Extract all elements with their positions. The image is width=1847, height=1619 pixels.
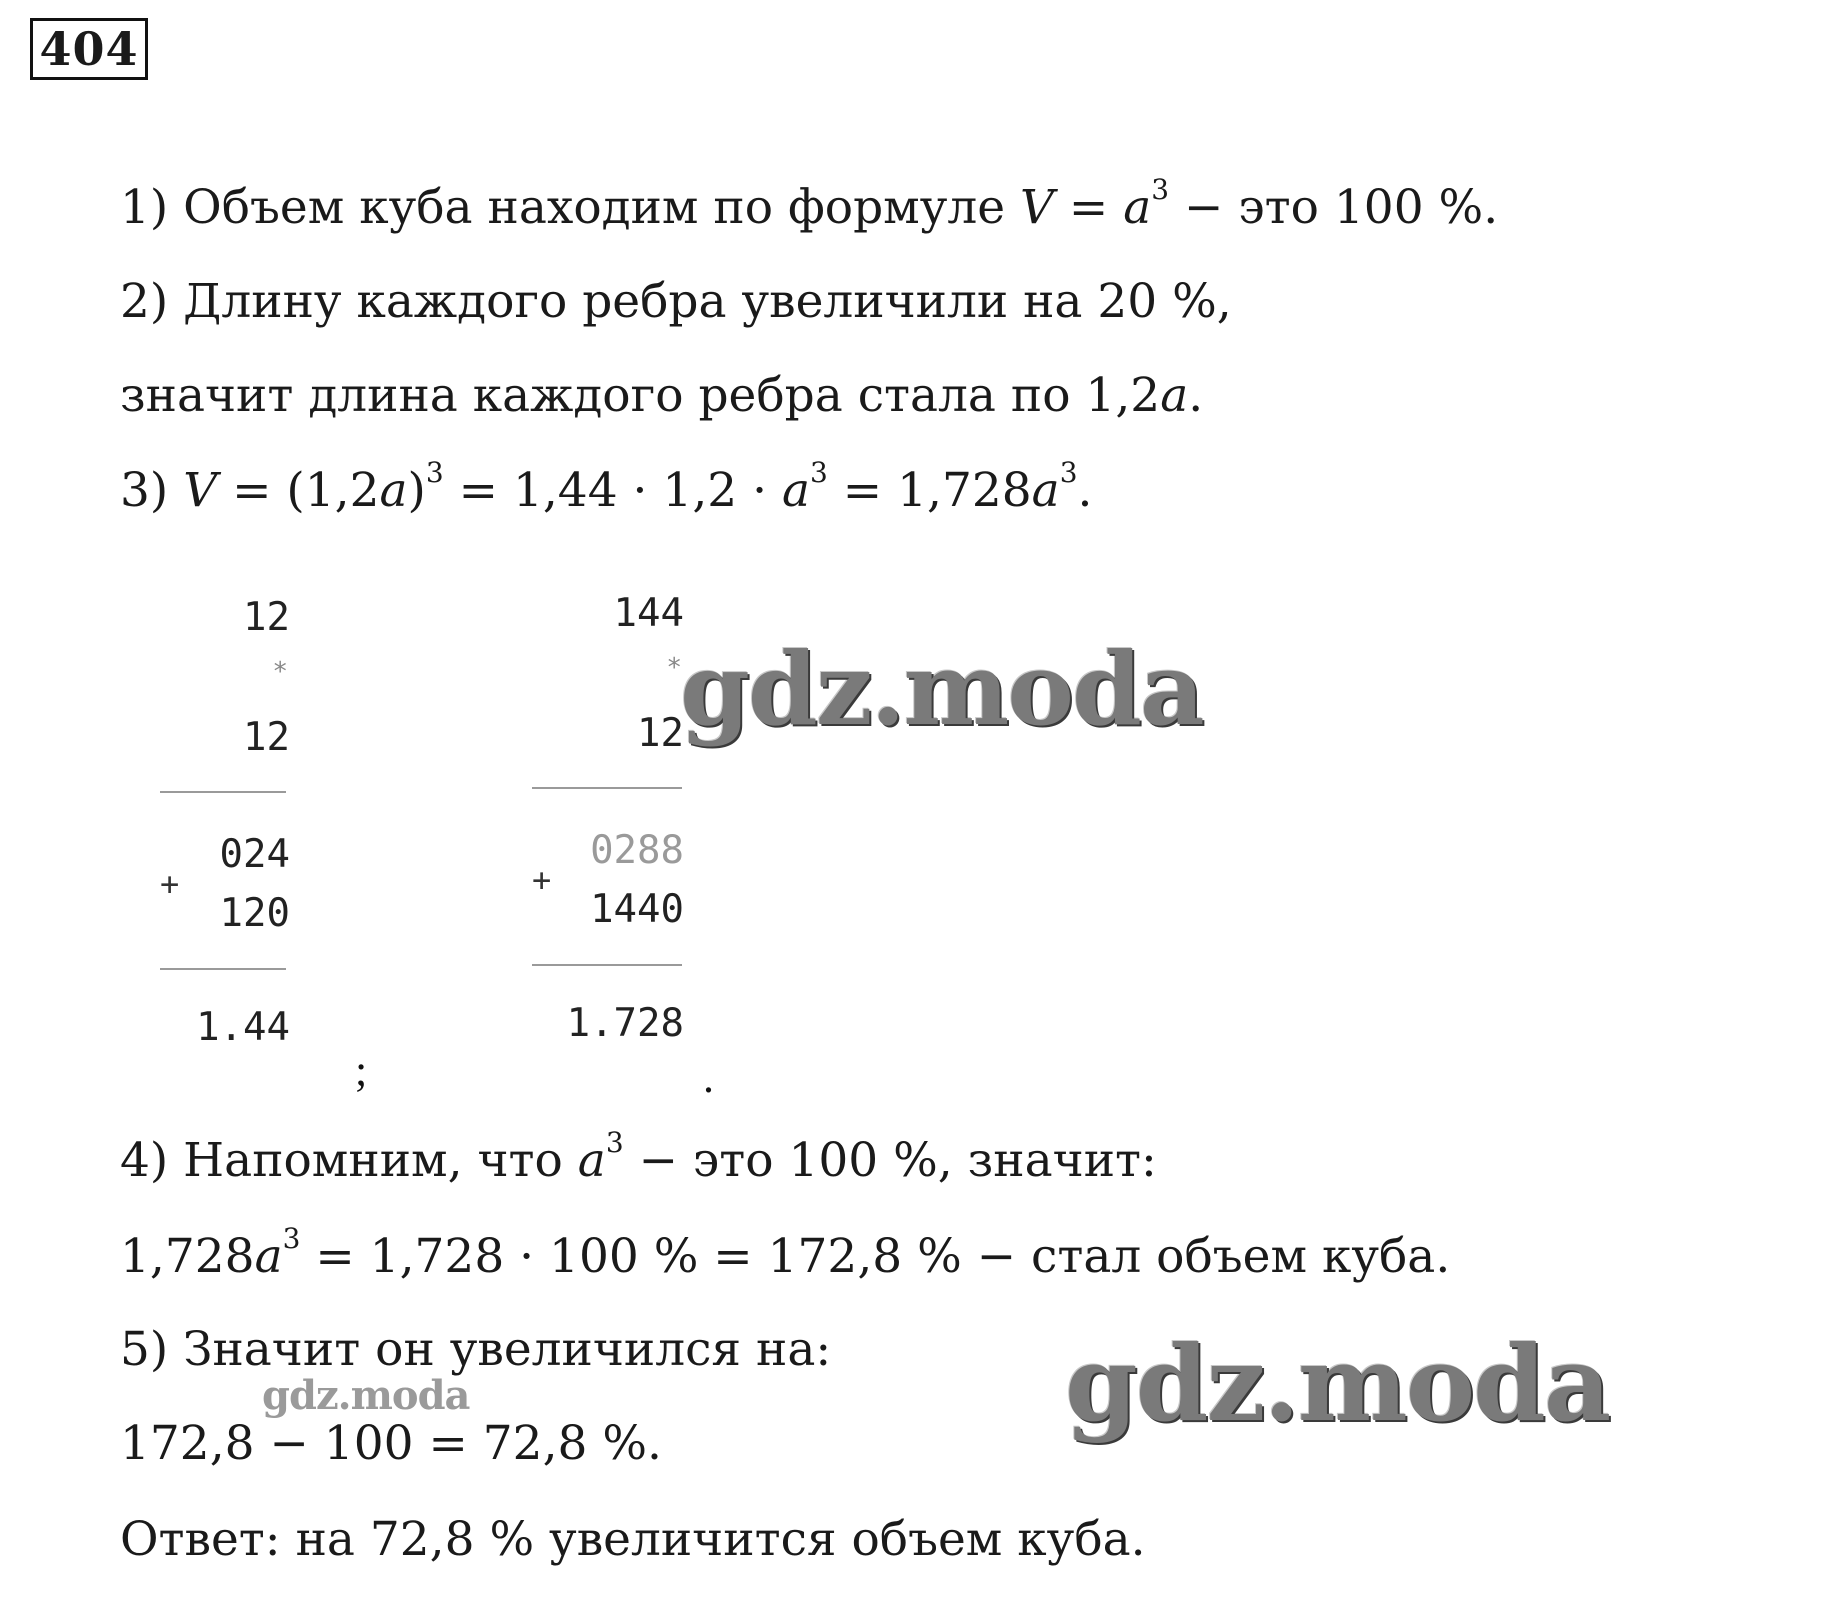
step-4-line — [120, 1126, 1157, 1191]
step-5-line: 5) Значит он увеличился на: — [120, 1322, 832, 1377]
step-3-label: 3) — [120, 463, 184, 518]
var-a: a — [379, 463, 408, 518]
plus-sign: + — [532, 861, 552, 899]
step-4-text: 4) Напомним, что — [120, 1133, 578, 1188]
multiply-sign: * — [272, 657, 288, 687]
step-2-cont-text: значит длина каждого ребра стала по 1,2 — [120, 368, 1161, 423]
expr-part: 1,728 — [120, 1229, 255, 1284]
var-a: a — [1031, 463, 1060, 518]
period-mark: . — [703, 1053, 714, 1102]
var-v: V — [1019, 180, 1054, 235]
semicolon: ; — [355, 1046, 368, 1095]
var-a: a — [254, 1229, 283, 1284]
var-a: a — [1123, 180, 1152, 235]
expr-part: = 1,728 — [827, 463, 1032, 518]
plus-sign: + — [160, 865, 180, 903]
product-result: 1.44 — [196, 1005, 290, 1050]
period: . — [1077, 463, 1093, 518]
volume-result-line — [120, 1222, 1451, 1287]
var-a: a — [781, 463, 811, 518]
multiplier: 12 — [243, 715, 290, 760]
exponent: 3 — [425, 456, 444, 489]
multiply-sign: * — [666, 653, 682, 683]
separator-line — [532, 964, 682, 966]
multiplier: 12 — [637, 711, 684, 756]
partial-product-1: 024 — [219, 832, 290, 877]
step-1-suffix: − это 100 %. — [1169, 180, 1499, 235]
exponent: 3 — [605, 1126, 624, 1159]
period: . — [1188, 368, 1204, 423]
separator-line — [160, 968, 286, 970]
multiplication-144x12 — [532, 591, 684, 1061]
partial-product-2: 120 — [219, 891, 290, 936]
step-1-line — [120, 173, 1499, 238]
exponent: 3 — [810, 456, 828, 489]
exponent: 3 — [282, 1222, 301, 1255]
step-3-line — [120, 456, 1093, 521]
var-v: V — [183, 463, 218, 518]
var-a: a — [1160, 368, 1189, 423]
step-1-text: 1) Объем куба находим по формуле — [120, 180, 1020, 235]
partial-product-1: 0288 — [590, 828, 684, 873]
expr-part: = (1,2 — [217, 463, 380, 518]
multiplicand: 144 — [613, 591, 684, 636]
task-number: 404 — [30, 18, 148, 80]
multiplicand: 12 — [243, 595, 290, 640]
separator-line — [532, 787, 682, 789]
expr-part: = 1,44 · 1,2 · — [443, 463, 782, 518]
difference-line: 172,8 − 100 = 72,8 %. — [120, 1416, 662, 1471]
exponent: 3 — [1151, 173, 1170, 206]
watermark-logo: gdz.moda — [680, 630, 1203, 748]
step-2-continuation — [120, 366, 1203, 426]
expr-part: ) — [407, 463, 426, 518]
separator-line — [160, 791, 286, 793]
product-result: 1.728 — [566, 1001, 684, 1046]
step-4-suffix: − это 100 %, значит: — [623, 1133, 1157, 1188]
watermark-logo-small: gdz.moda — [262, 1372, 470, 1419]
step-2-line: 2) Длину каждого ребра увеличили на 20 %, — [120, 274, 1232, 329]
exponent: 3 — [1059, 456, 1078, 489]
partial-product-2: 1440 — [590, 887, 684, 932]
equals: = — [1053, 180, 1124, 235]
watermark-logo: gdz.moda — [1065, 1322, 1610, 1445]
volume-result-text: = 1,728 · 100 % = 172,8 % − стал объем куба. — [300, 1229, 1451, 1284]
multiplication-12x12 — [160, 595, 290, 1065]
var-a: a — [577, 1133, 606, 1188]
answer-line: Ответ: на 72,8 % увеличится объем куба. — [120, 1512, 1146, 1567]
